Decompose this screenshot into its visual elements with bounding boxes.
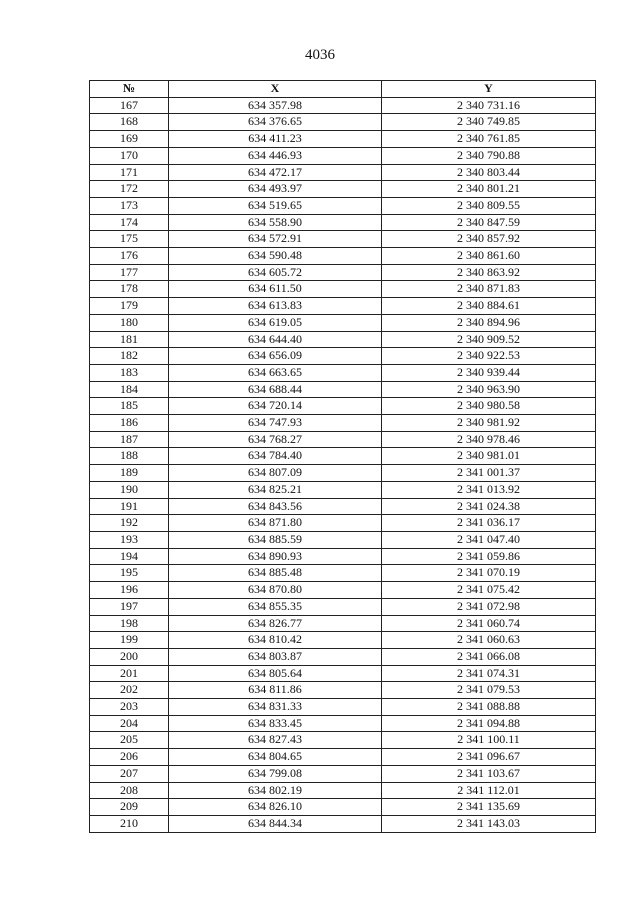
point-number-cell: 209 (90, 799, 169, 816)
point-number-cell: 193 (90, 531, 169, 548)
y-coordinate-cell: 2 341 143.03 (382, 815, 596, 832)
table-row (90, 765, 596, 782)
table-row (90, 431, 596, 448)
y-coordinate-cell: 2 340 803.44 (382, 164, 596, 181)
x-coordinate-cell: 634 688.44 (169, 381, 382, 398)
point-number-cell: 207 (90, 765, 169, 782)
x-coordinate-cell: 634 590.48 (169, 248, 382, 265)
table-row (90, 699, 596, 716)
y-coordinate-cell: 2 340 909.52 (382, 331, 596, 348)
y-coordinate-cell: 2 341 088.88 (382, 699, 596, 716)
point-number-cell: 171 (90, 164, 169, 181)
point-number-cell: 175 (90, 231, 169, 248)
x-coordinate-cell: 634 844.34 (169, 815, 382, 832)
x-coordinate-cell: 634 890.93 (169, 548, 382, 565)
y-coordinate-cell: 2 340 761.85 (382, 131, 596, 148)
x-coordinate-cell: 634 613.83 (169, 298, 382, 315)
point-number-cell: 172 (90, 181, 169, 198)
table-row (90, 481, 596, 498)
table-row (90, 415, 596, 432)
y-coordinate-cell: 2 341 060.63 (382, 632, 596, 649)
x-coordinate-cell: 634 810.42 (169, 632, 382, 649)
x-coordinate-cell: 634 805.64 (169, 665, 382, 682)
x-coordinate-cell: 634 768.27 (169, 431, 382, 448)
x-coordinate-cell: 634 784.40 (169, 448, 382, 465)
table-row (90, 715, 596, 732)
table-row (90, 281, 596, 298)
x-coordinate-cell: 634 619.05 (169, 314, 382, 331)
y-coordinate-cell: 2 341 094.88 (382, 715, 596, 732)
x-coordinate-cell: 634 611.50 (169, 281, 382, 298)
y-coordinate-cell: 2 341 024.38 (382, 498, 596, 515)
x-coordinate-cell: 634 493.97 (169, 181, 382, 198)
x-coordinate-cell: 634 572.91 (169, 231, 382, 248)
table-row (90, 364, 596, 381)
y-coordinate-cell: 2 341 066.08 (382, 648, 596, 665)
table-row (90, 114, 596, 131)
table-row (90, 197, 596, 214)
table-row (90, 231, 596, 248)
point-number-cell: 201 (90, 665, 169, 682)
table-row (90, 815, 596, 832)
y-coordinate-cell: 2 340 963.90 (382, 381, 596, 398)
page-number: 4036 (305, 47, 335, 63)
x-coordinate-cell: 634 885.59 (169, 531, 382, 548)
point-number-cell: 204 (90, 715, 169, 732)
table-row (90, 181, 596, 198)
x-coordinate-cell: 634 870.80 (169, 582, 382, 599)
table-row (90, 615, 596, 632)
table-row (90, 598, 596, 615)
table-row (90, 498, 596, 515)
y-coordinate-cell: 2 341 070.19 (382, 565, 596, 582)
point-number-cell: 203 (90, 699, 169, 716)
table-row (90, 648, 596, 665)
y-coordinate-cell: 2 341 001.37 (382, 465, 596, 482)
point-number-cell: 174 (90, 214, 169, 231)
y-coordinate-cell: 2 340 749.85 (382, 114, 596, 131)
point-number-cell: 199 (90, 632, 169, 649)
x-coordinate-cell: 634 871.80 (169, 515, 382, 532)
y-coordinate-cell: 2 340 894.96 (382, 314, 596, 331)
point-number-cell: 184 (90, 381, 169, 398)
y-coordinate-cell: 2 340 922.53 (382, 348, 596, 365)
y-coordinate-cell: 2 341 072.98 (382, 598, 596, 615)
table-row (90, 799, 596, 816)
y-coordinate-cell: 2 340 980.58 (382, 398, 596, 415)
table-row (90, 147, 596, 164)
column-header-y: Y (382, 81, 596, 98)
point-number-cell: 186 (90, 415, 169, 432)
y-coordinate-cell: 2 341 060.74 (382, 615, 596, 632)
column-header-number: № (90, 81, 169, 98)
table-row (90, 448, 596, 465)
point-number-cell: 194 (90, 548, 169, 565)
point-number-cell: 206 (90, 749, 169, 766)
x-coordinate-cell: 634 376.65 (169, 114, 382, 131)
y-coordinate-cell: 2 341 100.11 (382, 732, 596, 749)
table-row (90, 348, 596, 365)
x-coordinate-cell: 634 811.86 (169, 682, 382, 699)
x-coordinate-cell: 634 519.65 (169, 197, 382, 214)
point-number-cell: 202 (90, 682, 169, 699)
table-row (90, 314, 596, 331)
x-coordinate-cell: 634 826.77 (169, 615, 382, 632)
point-number-cell: 173 (90, 197, 169, 214)
point-number-cell: 210 (90, 815, 169, 832)
x-coordinate-cell: 634 558.90 (169, 214, 382, 231)
y-coordinate-cell: 2 340 731.16 (382, 97, 596, 114)
y-coordinate-cell: 2 340 861.60 (382, 248, 596, 265)
point-number-cell: 188 (90, 448, 169, 465)
table-row (90, 515, 596, 532)
x-coordinate-cell: 634 825.21 (169, 481, 382, 498)
y-coordinate-cell: 2 341 059.86 (382, 548, 596, 565)
table-row (90, 97, 596, 114)
table-row (90, 298, 596, 315)
point-number-cell: 196 (90, 582, 169, 599)
y-coordinate-cell: 2 340 939.44 (382, 364, 596, 381)
x-coordinate-cell: 634 357.98 (169, 97, 382, 114)
x-coordinate-cell: 634 656.09 (169, 348, 382, 365)
x-coordinate-cell: 634 804.65 (169, 749, 382, 766)
y-coordinate-cell: 2 340 978.46 (382, 431, 596, 448)
y-coordinate-cell: 2 340 801.21 (382, 181, 596, 198)
table-body (90, 97, 596, 832)
point-number-cell: 185 (90, 398, 169, 415)
point-number-cell: 189 (90, 465, 169, 482)
table-row (90, 531, 596, 548)
x-coordinate-cell: 634 747.93 (169, 415, 382, 432)
table-header-row (90, 81, 596, 98)
y-coordinate-cell: 2 340 847.59 (382, 214, 596, 231)
table-row (90, 131, 596, 148)
point-number-cell: 191 (90, 498, 169, 515)
point-number-cell: 168 (90, 114, 169, 131)
table-row (90, 732, 596, 749)
y-coordinate-cell: 2 340 981.92 (382, 415, 596, 432)
table-row (90, 665, 596, 682)
y-coordinate-cell: 2 341 112.01 (382, 782, 596, 799)
column-header-x: X (169, 81, 382, 98)
table-row (90, 682, 596, 699)
table-row (90, 381, 596, 398)
x-coordinate-cell: 634 605.72 (169, 264, 382, 281)
x-coordinate-cell: 634 807.09 (169, 465, 382, 482)
x-coordinate-cell: 634 826.10 (169, 799, 382, 816)
table-row (90, 264, 596, 281)
point-number-cell: 180 (90, 314, 169, 331)
point-number-cell: 178 (90, 281, 169, 298)
x-coordinate-cell: 634 799.08 (169, 765, 382, 782)
point-number-cell: 176 (90, 248, 169, 265)
x-coordinate-cell: 634 833.45 (169, 715, 382, 732)
table-row (90, 214, 596, 231)
point-number-cell: 192 (90, 515, 169, 532)
coordinates-table (89, 80, 596, 833)
point-number-cell: 187 (90, 431, 169, 448)
y-coordinate-cell: 2 340 884.61 (382, 298, 596, 315)
y-coordinate-cell: 2 341 135.69 (382, 799, 596, 816)
table-row (90, 548, 596, 565)
table-row (90, 632, 596, 649)
y-coordinate-cell: 2 341 096.67 (382, 749, 596, 766)
point-number-cell: 205 (90, 732, 169, 749)
table-row (90, 331, 596, 348)
y-coordinate-cell: 2 341 047.40 (382, 531, 596, 548)
point-number-cell: 182 (90, 348, 169, 365)
point-number-cell: 177 (90, 264, 169, 281)
point-number-cell: 190 (90, 481, 169, 498)
x-coordinate-cell: 634 843.56 (169, 498, 382, 515)
x-coordinate-cell: 634 663.65 (169, 364, 382, 381)
table-row (90, 749, 596, 766)
table-row (90, 782, 596, 799)
point-number-cell: 195 (90, 565, 169, 582)
y-coordinate-cell: 2 340 790.88 (382, 147, 596, 164)
table-row (90, 465, 596, 482)
x-coordinate-cell: 634 885.48 (169, 565, 382, 582)
table-row (90, 582, 596, 599)
point-number-cell: 197 (90, 598, 169, 615)
point-number-cell: 179 (90, 298, 169, 315)
point-number-cell: 208 (90, 782, 169, 799)
y-coordinate-cell: 2 341 036.17 (382, 515, 596, 532)
x-coordinate-cell: 634 446.93 (169, 147, 382, 164)
x-coordinate-cell: 634 720.14 (169, 398, 382, 415)
table-row (90, 164, 596, 181)
point-number-cell: 169 (90, 131, 169, 148)
y-coordinate-cell: 2 340 863.92 (382, 264, 596, 281)
point-number-cell: 198 (90, 615, 169, 632)
y-coordinate-cell: 2 341 103.67 (382, 765, 596, 782)
y-coordinate-cell: 2 340 871.83 (382, 281, 596, 298)
x-coordinate-cell: 634 803.87 (169, 648, 382, 665)
x-coordinate-cell: 634 472.17 (169, 164, 382, 181)
y-coordinate-cell: 2 340 981.01 (382, 448, 596, 465)
table-row (90, 565, 596, 582)
x-coordinate-cell: 634 802.19 (169, 782, 382, 799)
y-coordinate-cell: 2 340 809.55 (382, 197, 596, 214)
y-coordinate-cell: 2 341 013.92 (382, 481, 596, 498)
x-coordinate-cell: 634 411.23 (169, 131, 382, 148)
table-row (90, 248, 596, 265)
point-number-cell: 200 (90, 648, 169, 665)
y-coordinate-cell: 2 341 075.42 (382, 582, 596, 599)
y-coordinate-cell: 2 341 074.31 (382, 665, 596, 682)
x-coordinate-cell: 634 831.33 (169, 699, 382, 716)
table-row (90, 398, 596, 415)
x-coordinate-cell: 634 644.40 (169, 331, 382, 348)
x-coordinate-cell: 634 827.43 (169, 732, 382, 749)
point-number-cell: 167 (90, 97, 169, 114)
y-coordinate-cell: 2 340 857.92 (382, 231, 596, 248)
point-number-cell: 170 (90, 147, 169, 164)
point-number-cell: 183 (90, 364, 169, 381)
y-coordinate-cell: 2 341 079.53 (382, 682, 596, 699)
point-number-cell: 181 (90, 331, 169, 348)
x-coordinate-cell: 634 855.35 (169, 598, 382, 615)
